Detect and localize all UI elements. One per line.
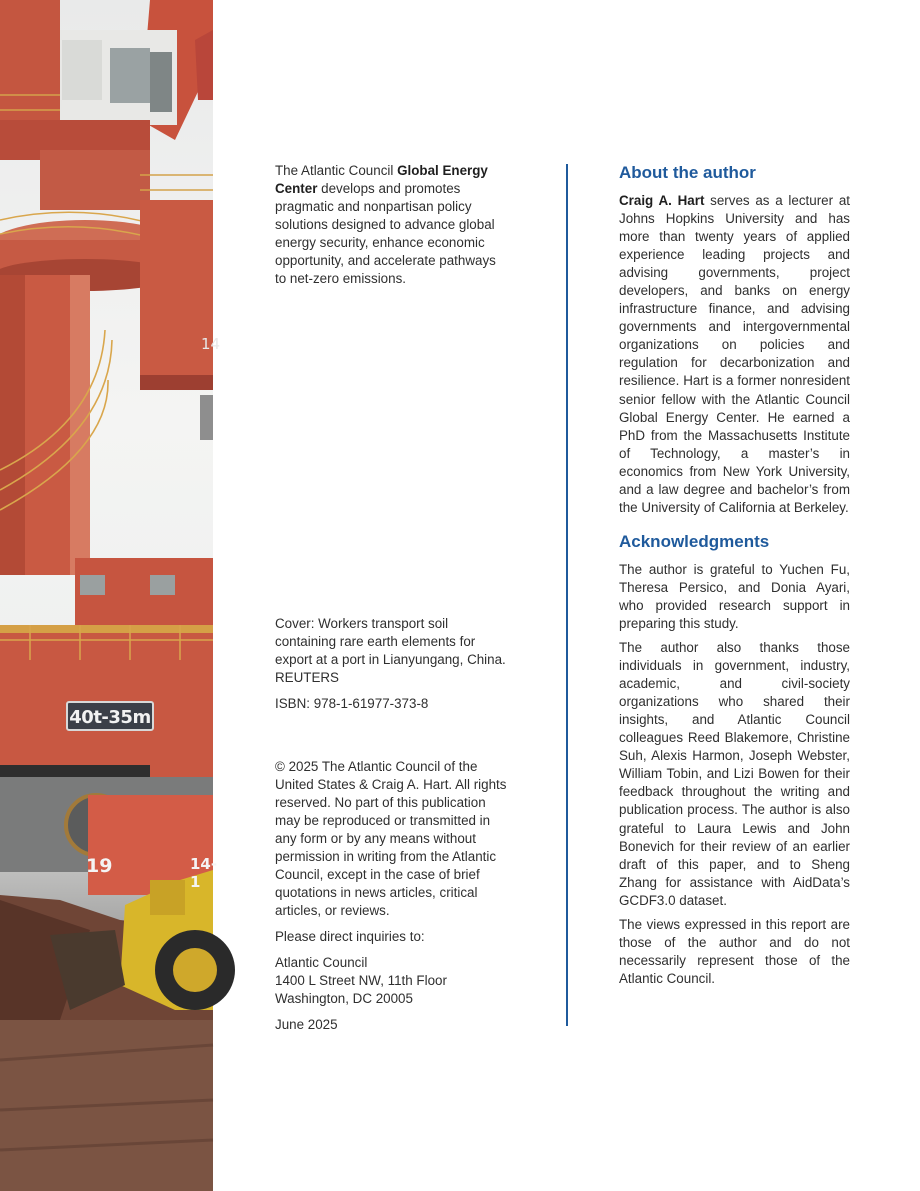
machine-number-b: 14-1 [190, 855, 218, 891]
intro-rest: develops and promotes pragmatic and nonpartisan policy solutions designed to advance global energy security, enhance economic opportunity, and accelerate pathways to net-zero emissions. [275, 181, 496, 286]
address [275, 954, 510, 1008]
acknowledgments-paragraph-2: The author also thanks those individuals in government, industry, academic, and civil-society organizations who shared their insights, and Atlantic Council colleagues Reed Blakemore, Christine Suh, Alexis Harmon, Joseph Webster, William Tobin, and Lizi Bowen for their feedback throughout the writing and publication process. The author is also grateful to Laura Lewis and John Bonevich for their review of an earlier draft of this paper, and to Sheng Zhang for assistance with AidData’s GCDF3.0 dataset. [619, 640, 850, 908]
acknowledgments-paragraph-3: The views expressed in this report are those of the author and do not necessarily represent those of the Atlantic Council. [619, 916, 850, 986]
publication-date: June 2025 [275, 1017, 338, 1032]
copyright-text: © 2025 The Atlantic Council of the United States & Craig A. Hart. All rights reserved. No part of this publication may be reproduced or transmitted in any form or by any means without permission in writing from the Atlantic Council, except in the case of brief quotations in news articles, critical articles, or reviews. [275, 759, 507, 918]
inquiries-label: Please direct inquiries to: [275, 929, 425, 944]
port-crane-illustration [0, 0, 213, 1191]
copyright-block [275, 758, 510, 1042]
intro-org-name: Global Energy Center [275, 163, 488, 196]
crane-capacity-sign: 40t-35m [66, 701, 154, 731]
crane-number: 14 [201, 335, 221, 353]
column-divider [566, 164, 568, 1026]
cover-caption: Cover: Workers transport soil containing rare earth elements for export at a port in Lianyungang, China. REUTERS [275, 616, 506, 685]
author-bio [619, 192, 850, 517]
cover-info-block [275, 615, 510, 721]
machine-number-a: 19 [86, 855, 113, 877]
about-heading: About the author [619, 163, 756, 182]
acknowledgments-paragraph-1: The author is grateful to Yuchen Fu, Theresa Persico, and Donia Ayari, who provided research support in preparing this study. [619, 561, 850, 631]
acknowledgments-heading: Acknowledgments [619, 531, 770, 551]
author-name: Craig A. Hart [619, 193, 705, 208]
author-bio-text: serves as a lecturer at Johns Hopkins University and has more than twenty years of applied experience leading projects and advising governments, project developers, and banks on energy infrastructure finance, and advising governments and intergovernmental organizations on policies and regulation for decarbonization and resilience. Hart is a former nonresident senior fellow with the Atlantic Council Global Energy Center. He earned a PhD from the Massachusetts Institute of Technology, a master’s in economics from New York University, and a law degree and bachelor’s from the University of California at Berkeley. [619, 193, 850, 515]
isbn: ISBN: 978-1-61977-373-8 [275, 696, 429, 711]
intro-block [275, 162, 510, 296]
address-line-3: Washington, DC 20005 [275, 991, 413, 1006]
address-line-1: Atlantic Council [275, 955, 368, 970]
right-column [619, 162, 850, 994]
intro-prefix: The Atlantic Council [275, 163, 398, 178]
address-line-2: 1400 L Street NW, 11th Floor [275, 973, 447, 988]
cover-photo [0, 0, 221, 1191]
intro-paragraph [275, 162, 510, 288]
